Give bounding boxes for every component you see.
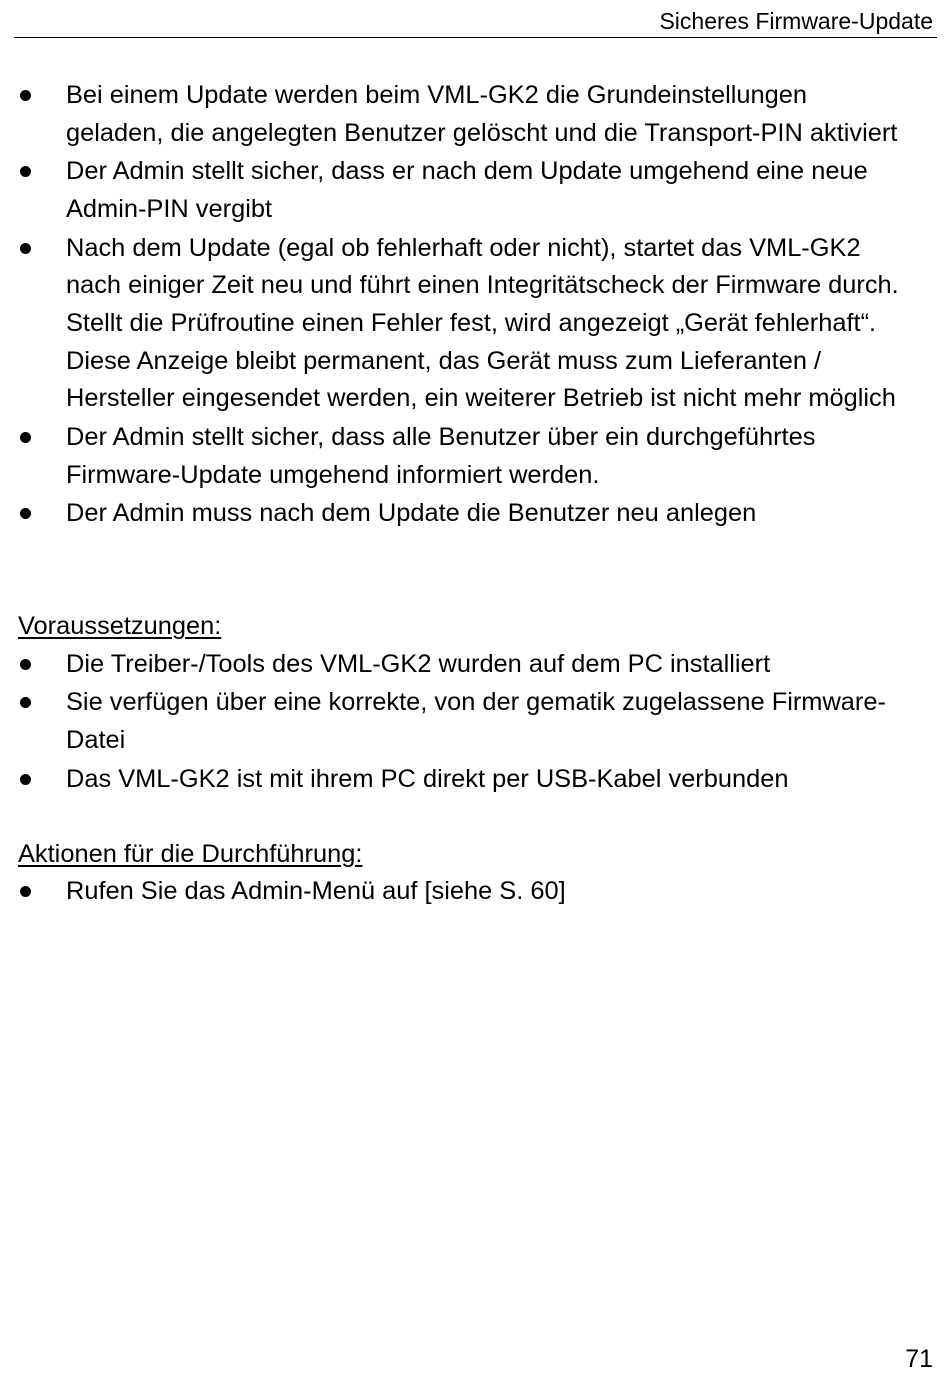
list-item-text: Rufen Sie das Admin-Menü auf [siehe S. 60] — [66, 877, 566, 906]
bullet-icon — [20, 697, 31, 708]
spacer — [18, 800, 908, 836]
prerequisites-heading: Voraussetzungen: — [18, 612, 222, 641]
actions-list — [18, 873, 908, 911]
list-item-text: Der Admin muss nach dem Update die Benutzer neu anlegen — [66, 499, 757, 528]
list-item — [18, 230, 908, 418]
list-item-text: Das VML-GK2 ist mit ihrem PC direkt per USB-Kabel verbunden — [66, 764, 789, 793]
list-item — [18, 153, 908, 228]
list-item — [18, 419, 908, 494]
header-divider — [14, 37, 937, 38]
list-item-text: Der Admin stellt sicher, dass er nach dem Update umgehend eine neue Admin-PIN vergibt — [66, 157, 868, 223]
prerequisites-list — [18, 646, 908, 799]
list-item-text: Bei einem Update werden beim VML-GK2 die Grundeinstellungen geladen, die angelegten Benutzer gelöscht und die Transport-PIN aktiviert — [66, 81, 898, 147]
page-number: 71 — [905, 1345, 933, 1373]
list-item — [18, 495, 908, 533]
bullet-icon — [20, 659, 31, 670]
spacer — [18, 534, 908, 608]
bullet-icon — [20, 166, 31, 177]
notes-list — [18, 77, 908, 533]
bullet-icon — [20, 90, 31, 101]
list-item — [18, 646, 908, 684]
list-item — [18, 684, 908, 759]
page-body — [18, 77, 908, 912]
running-header-title: Sicheres Firmware-Update — [659, 8, 933, 34]
list-item-text: Der Admin stellt sicher, dass alle Benutzer über ein durchgeführtes Firmware-Update umgehend informiert werden. — [66, 422, 816, 489]
actions-heading: Aktionen für die Durchführung: — [18, 839, 363, 868]
bullet-icon — [20, 243, 31, 254]
list-item-text: Nach dem Update (egal ob fehlerhaft oder nicht), startet das VML-GK2 nach einiger Zeit neu und führt einen Integritätscheck der Firmware durch. Stellt die Prüfroutine einen Fehler fest, wird angezeigt „Gerät fehlerhaft“. Diese Anzeige bleibt permanent, das Gerät muss zum Lieferanten / Hersteller eingesendet werden, ein weiterer Betrieb ist nicht mehr möglich — [66, 233, 899, 413]
list-item-text: Die Treiber-/Tools des VML-GK2 wurden auf dem PC installiert — [66, 649, 771, 678]
bullet-icon — [20, 774, 31, 785]
bullet-icon — [20, 432, 31, 443]
bullet-icon — [20, 886, 31, 897]
list-item — [18, 77, 908, 152]
bullet-icon — [20, 508, 31, 519]
list-item-text: Sie verfügen über eine korrekte, von der gematik zugelassene Firmware-Datei — [66, 688, 886, 755]
list-item — [18, 873, 908, 911]
list-item — [18, 761, 908, 799]
